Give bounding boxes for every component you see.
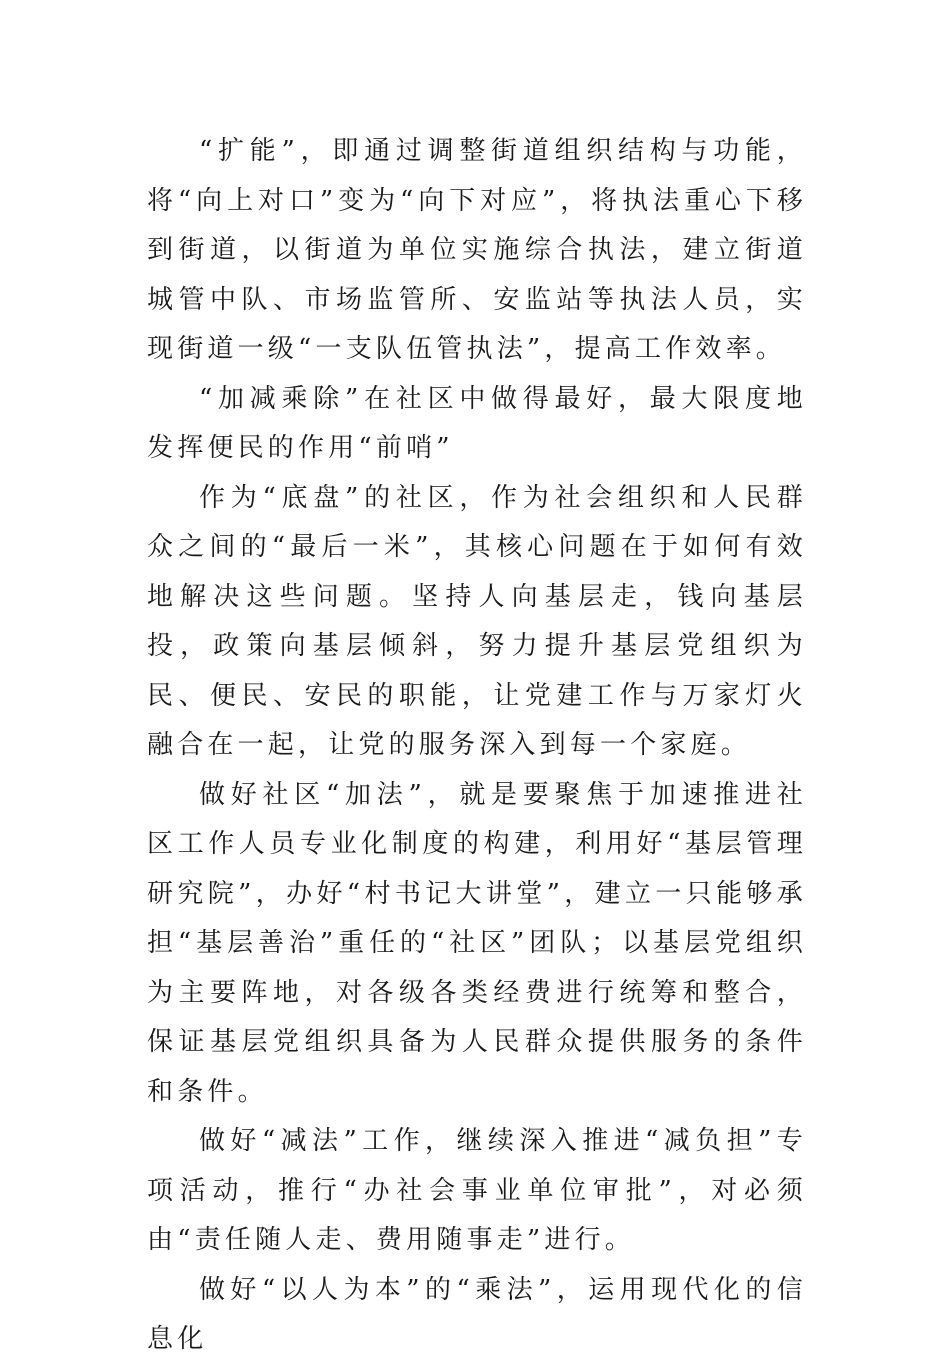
paragraph-arithmetic-heading: “加减乘除”在社区中做得最好，最大限度地发挥便民的作用“前哨”: [147, 383, 807, 463]
paragraph-addition: 做好社区“加法”，就是要聚焦于加速推进社区工作人员专业化制度的构建，利用好“基层管理研究院”，办好“村书记大讲堂”，建立一只能够承担“基层善治”重任的“社区”团队；以基层党组织为主要阵地，对各级各类经费进行统筹和整合，保证基层党组织具备为人民群众提供服务的条件和条件。: [147, 779, 807, 1107]
paragraph-expand-capacity: “扩能”，即通过调整街道组织结构与功能，将“向上对口”变为“向下对应”，将执法重心下移到街道，以街道为单位实施综合执法，建立街道城管中队、市场监管所、安监站等执法人员，实现街道一级“一支队伍管执法”，提高工作效率。: [147, 136, 807, 364]
paragraph-subtraction: 做好“减法”工作，继续深入推进“减负担”专项活动，推行“办社会事业单位审批”，对必须由“责任随人走、费用随事走”进行。: [147, 1126, 807, 1255]
paragraph-community-chassis: 作为“底盘”的社区，作为社会组织和人民群众之间的“最后一米”，其核心问题在于如何有效地解决这些问题。坚持人向基层走，钱向基层投，政策向基层倾斜，努力提升基层党组织为民、便民、安民的职能，让党建工作与万家灯火融合在一起，让党的服务深入到每一个家庭。: [147, 482, 807, 760]
paragraph-multiplication: 做好“以人为本”的“乘法”，运用现代化的信息化: [147, 1274, 807, 1354]
document-page: [147, 127, 807, 1365]
